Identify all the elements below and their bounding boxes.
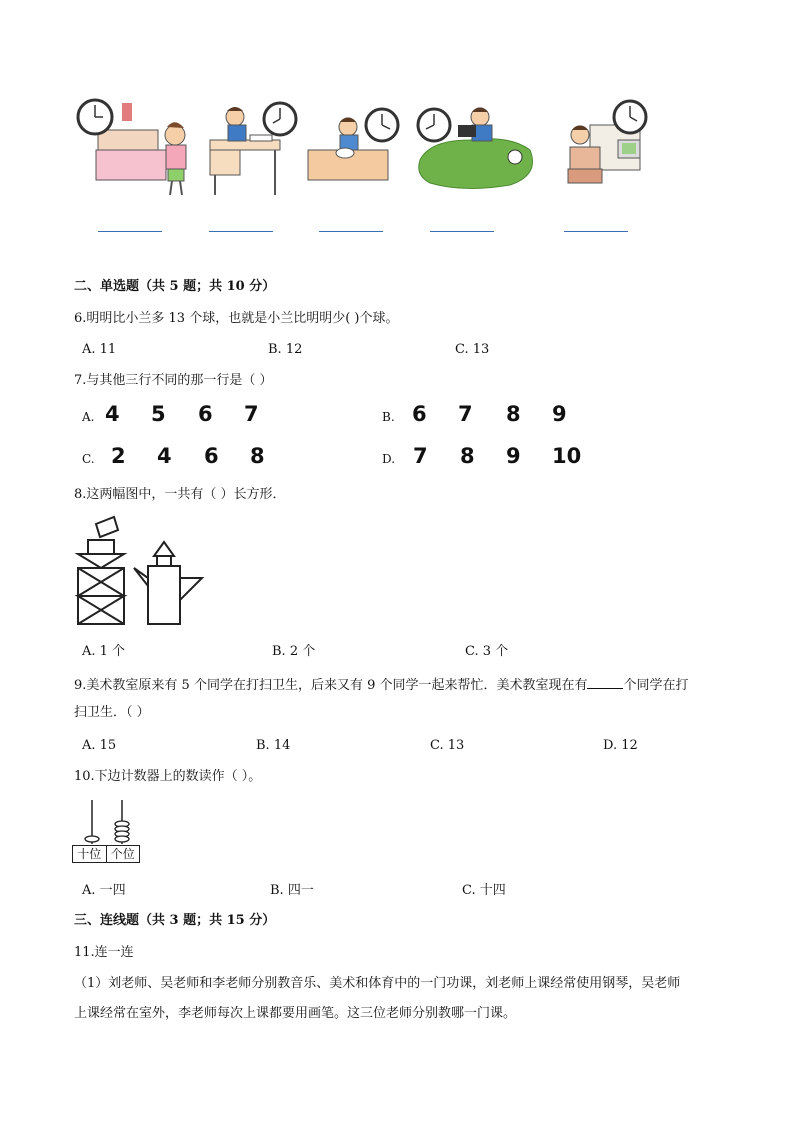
- option-label: D.: [382, 452, 396, 466]
- answer-blank-4[interactable]: [430, 231, 494, 232]
- abacus: [72, 796, 142, 866]
- question-9-option-c[interactable]: C. 13: [430, 738, 465, 753]
- clock-icon: [366, 109, 398, 141]
- answer-blank-2[interactable]: [209, 231, 273, 232]
- number: 7: [458, 402, 473, 426]
- question-10-option-a[interactable]: A. 一四: [82, 883, 126, 898]
- triangle-1: [78, 554, 124, 568]
- question-7-option-d[interactable]: [382, 444, 612, 474]
- question-6-stem: 6.明明比小兰多 13 个球，也就是小兰比明明少( )个球。: [74, 311, 399, 326]
- clock-icon: [418, 109, 450, 141]
- ones-bead: [115, 836, 129, 842]
- answer-blank-3[interactable]: [319, 231, 383, 232]
- question-11-sub1-line2: 上课经常在室外，李老师每次上课都要用画笔。这三位老师分别教哪一门课。: [74, 1006, 517, 1021]
- tilted-square: [96, 517, 118, 537]
- tens-bead: [85, 836, 99, 842]
- section-heading-single-choice: 二、单选题（共 5 题；共 10 分）: [74, 279, 276, 294]
- question-10-stem: 10.下边计数器上的数读作（ ）。: [74, 769, 262, 784]
- number: 8: [460, 444, 475, 468]
- picture-row-svg: [70, 95, 670, 205]
- question-9-option-b[interactable]: B. 14: [256, 738, 291, 753]
- question-6-option-c[interactable]: C. 13: [455, 342, 490, 357]
- number: 4: [157, 444, 172, 468]
- number: 6: [198, 402, 213, 426]
- number: 8: [506, 402, 521, 426]
- clock-icon: [614, 101, 646, 133]
- tangram-figures-svg: [74, 512, 214, 632]
- number: 6: [412, 402, 427, 426]
- question-11-stem: 11.连一连: [74, 945, 134, 960]
- number: 5: [151, 402, 166, 426]
- question-8-option-b[interactable]: B. 2 个: [272, 644, 316, 659]
- question-6-option-b[interactable]: B. 12: [268, 342, 303, 357]
- abacus-label-ones: 个位: [110, 847, 135, 861]
- question-7-option-a[interactable]: [82, 402, 312, 432]
- option-label: B.: [382, 410, 395, 424]
- question-6-option-a[interactable]: A. 11: [82, 342, 117, 357]
- option-label: A.: [82, 410, 95, 424]
- number: 8: [250, 444, 265, 468]
- question-11-sub1-line1: （1）刘老师、吴老师和李老师分别教音乐、美术和体育中的一门功课，刘老师上课经常使用钢琴，吴老师: [74, 976, 681, 991]
- question-9-stem-line1: [74, 674, 689, 695]
- question-10-option-b[interactable]: B. 四一: [270, 883, 314, 898]
- section-heading-matching: 三、连线题（共 3 题；共 15 分）: [74, 913, 276, 928]
- number: 7: [413, 444, 428, 468]
- question-9-option-a[interactable]: A. 15: [82, 738, 117, 753]
- stem-text: 9.美术教室原来有 5 个同学在打扫卫生，后来又有 9 个同学一起来帮忙．美术教室现在有: [74, 678, 588, 693]
- abacus-label-tens: 十位: [73, 846, 107, 862]
- question-8-figures: [74, 512, 214, 632]
- rectangle-1: [88, 540, 114, 554]
- question-7-stem: 7.与其他三行不同的那一行是（ ）: [74, 373, 273, 388]
- picture-row: [70, 95, 670, 205]
- rectangle-4: [148, 566, 180, 624]
- rectangle-3: [157, 556, 171, 566]
- question-8-stem: 8.这两幅图中，一共有（ ）长方形．: [74, 487, 286, 502]
- number: 2: [111, 444, 126, 468]
- answer-blank[interactable]: [587, 674, 623, 689]
- question-8-option-a[interactable]: A. 1 个: [82, 644, 126, 659]
- option-label: C.: [82, 452, 95, 466]
- question-7-option-b[interactable]: [382, 402, 612, 432]
- stem-text-cont: 个同学在打: [623, 678, 689, 693]
- answer-blank-1[interactable]: [98, 231, 162, 232]
- number: 7: [244, 402, 259, 426]
- clock-icon: [78, 100, 112, 134]
- question-8-option-c[interactable]: C. 3 个: [465, 644, 509, 659]
- abacus-rods-svg: [72, 796, 142, 846]
- answer-blank-5[interactable]: [564, 231, 628, 232]
- number: 10: [552, 444, 582, 468]
- question-9-stem-line2: 扫卫生．（ ）: [74, 705, 150, 720]
- question-9-option-d[interactable]: D. 12: [603, 738, 638, 753]
- number: 9: [552, 402, 567, 426]
- number: 6: [204, 444, 219, 468]
- question-7-option-c[interactable]: [82, 444, 312, 474]
- number: 9: [506, 444, 521, 468]
- triangle-roof: [154, 542, 174, 556]
- number: 4: [105, 402, 120, 426]
- question-10-option-c[interactable]: C. 十四: [462, 883, 506, 898]
- clock-icon: [264, 103, 296, 135]
